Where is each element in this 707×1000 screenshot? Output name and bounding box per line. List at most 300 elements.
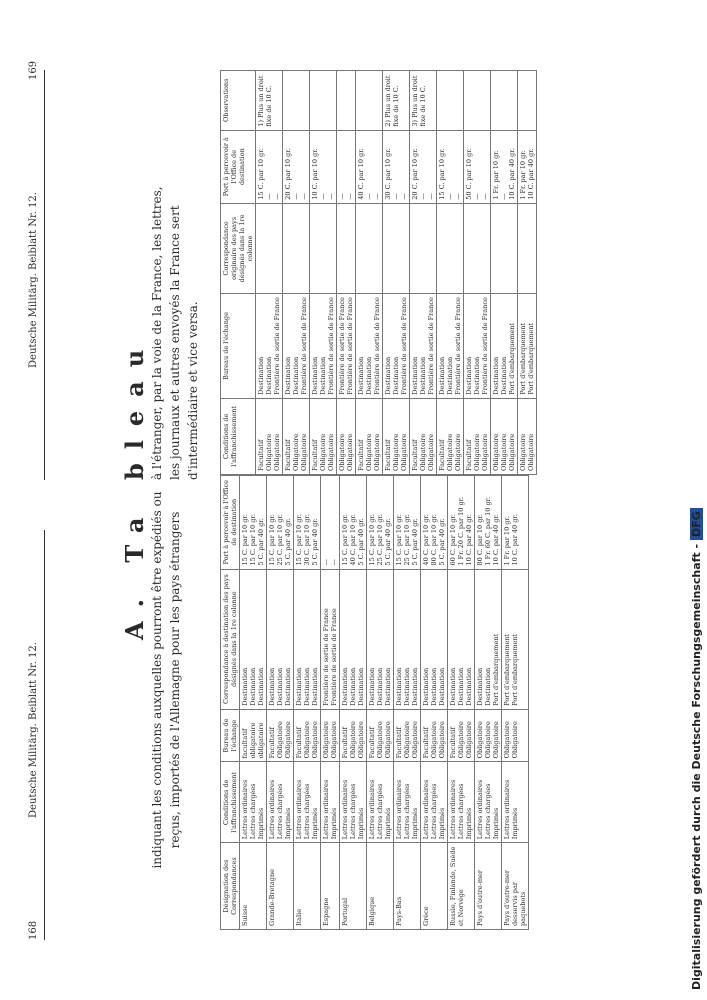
running-head-right: Deutsche Militärg. Beiblatt Nr. 12. — [28, 192, 39, 368]
condition-cell-line: Obligatoire — [400, 433, 408, 471]
port-cell-line: 25 C. par 10 gr. — [403, 514, 411, 566]
bureau-cell-line: Destination — [395, 667, 403, 706]
port-cell-line: 40 C. par 10 gr. — [357, 148, 365, 200]
item-cell — [294, 762, 321, 843]
port-cell-line: 40 C. par 10 gr. — [349, 514, 357, 566]
observation-cell: 1) Plus un droit fixe de 10 C. — [256, 71, 283, 131]
bureau-cell-line: Destination — [284, 356, 292, 395]
condition-cell — [464, 398, 491, 474]
column-header: Désignation des Correspondances — [221, 843, 240, 930]
country-cell: Espagne — [321, 843, 340, 930]
item-cell-line: Lettres chargées — [484, 783, 492, 840]
bureau-cell — [421, 569, 448, 709]
port-cell-line: 25 C. par 10 gr. — [376, 514, 384, 566]
condition-cell — [256, 398, 283, 474]
port-cell-line: 1 Fr. par 10 gr. — [503, 516, 511, 566]
port-cell-line: — — [346, 193, 354, 200]
bureau-cell-line: Port d'embarquement — [511, 633, 519, 706]
condition-cell-line: Obligatoire — [319, 433, 327, 471]
blank-cell — [310, 203, 337, 293]
condition-cell-line: Facultatif — [395, 726, 403, 759]
port-cell-line: — — [373, 193, 381, 200]
table-row — [240, 476, 267, 930]
condition-cell-line: Obligatoire — [519, 433, 527, 471]
credit-text: Digitalisierung gefördert durch die Deutsche Forschungsgemeinschaft - — [690, 543, 703, 990]
condition-cell — [267, 709, 294, 762]
country-cell: Suisse — [240, 843, 267, 930]
bureau-cell-line: Destination — [284, 667, 292, 706]
condition-cell-line: Facultatif — [295, 726, 303, 759]
bureau-cell-line: Destination — [500, 356, 508, 395]
item-cell — [421, 762, 448, 843]
bureau-cell-line: Destination — [449, 667, 457, 706]
bureau-cell — [321, 569, 340, 709]
condition-cell-line: Obligatoire — [403, 721, 411, 759]
port-cell-line: 10 C. par 40 gr. — [465, 514, 473, 566]
bureau-cell — [518, 294, 537, 399]
port-cell-line: 5 C. par 40 gr. — [384, 518, 392, 566]
condition-cell-line: Facultatif — [257, 439, 265, 471]
condition-cell-line: Obligatoire — [508, 433, 516, 471]
condition-cell-line: Obligatoire — [311, 721, 319, 759]
port-cell-line: — — [338, 193, 346, 200]
item-cell — [240, 762, 267, 843]
port-cell — [394, 476, 421, 570]
condition-cell — [340, 709, 367, 762]
item-cell-line: Lettres ordinaires — [322, 779, 330, 840]
condition-cell-line: Facultatif — [341, 726, 349, 759]
port-cell-line: — — [292, 193, 300, 200]
bureau-cell-line: Destination — [241, 667, 249, 706]
condition-cell-line: Obligatoire — [373, 433, 381, 471]
condition-cell-line: Obligatoire — [273, 433, 281, 471]
port-cell-line: 25 C. par 10 gr. — [276, 514, 284, 566]
item-cell — [321, 762, 340, 843]
bureau-cell-line: Destination — [438, 667, 446, 706]
table-row — [410, 71, 437, 475]
port-cell — [356, 130, 383, 203]
item-cell-line: Lettres chargées — [349, 783, 357, 840]
condition-cell-line: Facultatif — [268, 726, 276, 759]
item-cell-line: Lettres chargées — [403, 783, 411, 840]
port-cell-line: — — [322, 559, 330, 566]
bureau-cell — [448, 569, 475, 709]
bureau-cell-line: Frontière de sortie de France — [273, 297, 281, 395]
column-header: Observations — [221, 71, 256, 131]
country-cell: Russie, Finlande, Suède et Norvège — [448, 843, 475, 930]
column-header: Conditions de l'affranchissement — [221, 398, 256, 474]
table-row — [256, 71, 283, 475]
condition-cell — [437, 398, 464, 474]
item-cell-line: Lettres chargées — [303, 783, 311, 840]
bureau-cell-line: Destination — [319, 356, 327, 395]
observation-cell — [437, 71, 464, 131]
bureau-cell-line: Destination — [419, 356, 427, 395]
port-cell-line: — — [392, 193, 400, 200]
condition-cell-line: Obligatoire — [454, 433, 462, 471]
bureau-cell — [475, 569, 502, 709]
column-header: Conditions de l'affranchissement — [221, 762, 240, 843]
condition-cell — [367, 709, 394, 762]
condition-cell-line: obligatoire — [249, 722, 257, 759]
condition-cell — [448, 709, 475, 762]
item-cell-line: Imprimés — [411, 807, 419, 840]
condition-cell-line: Obligatoire — [322, 721, 330, 759]
table-left — [220, 475, 529, 930]
column-header: Correspondance originaire des pays désignés dans la 1re colonne — [221, 203, 256, 293]
condition-cell-line: obligatoire — [257, 722, 265, 759]
port-cell-line: 10 C. par 40 gr. — [492, 514, 500, 566]
bureau-cell-line: Frontière de sortie de France — [427, 297, 435, 395]
port-cell-line: 1 Fr. par 10 gr. — [519, 150, 527, 200]
condition-cell-line: Obligatoire — [384, 721, 392, 759]
condition-cell-line: Obligatoire — [473, 433, 481, 471]
item-cell-line: Lettres ordinaires — [422, 779, 430, 840]
header-rule-right — [44, 70, 45, 480]
condition-cell-line: Facultatif — [284, 439, 292, 471]
condition-cell-line: Facultatif — [357, 439, 365, 471]
item-cell-line: Lettres ordinaires — [368, 779, 376, 840]
observation-cell — [491, 71, 518, 131]
blank-cell — [491, 203, 518, 293]
port-cell-line: 15 C. par 10 gr. — [438, 148, 446, 200]
observation-cell — [283, 71, 310, 131]
bureau-cell-line: Destination — [392, 356, 400, 395]
bureau-cell-line: Destination — [292, 356, 300, 395]
bureau-cell-line: Port d'embarquement — [519, 322, 527, 395]
item-cell-line: Lettres chargées — [249, 783, 257, 840]
condition-cell — [337, 398, 356, 474]
observation-cell — [356, 71, 383, 131]
blank-cell — [383, 203, 410, 293]
port-cell-line: 1 Fr. par 10 gr. — [492, 150, 500, 200]
bureau-cell-line: Destination — [341, 667, 349, 706]
table-row — [437, 71, 464, 475]
title-right: bleau — [120, 335, 149, 480]
condition-cell-line: Obligatoire — [457, 721, 465, 759]
country-cell: Pays d'outre-mer desservis par paquebots — [502, 843, 529, 930]
port-cell-line: — — [473, 193, 481, 200]
title-left: A. Ta — [120, 503, 149, 640]
bureau-cell — [502, 569, 529, 709]
table-row — [310, 71, 337, 475]
port-cell — [383, 130, 410, 203]
observation-cell — [464, 71, 491, 131]
bureau-cell-line: Destination — [457, 667, 465, 706]
port-cell-line: 15 C. par 10 gr. — [368, 514, 376, 566]
dfg-logo: DFG — [690, 508, 703, 540]
condition-cell — [518, 398, 537, 474]
port-cell-line: 5 C. par 40 gr. — [311, 518, 319, 566]
column-header: Bureau de l'échange — [221, 709, 240, 762]
port-cell-line: 80 C. par 10 gr. — [430, 514, 438, 566]
condition-cell-line: Obligatoire — [465, 721, 473, 759]
condition-cell-line: Obligatoire — [427, 433, 435, 471]
condition-cell-line: Obligatoire — [365, 433, 373, 471]
condition-cell — [394, 709, 421, 762]
port-cell-line: — — [327, 193, 335, 200]
condition-cell — [310, 398, 337, 474]
table-row — [367, 476, 394, 930]
condition-cell-line: Obligatoire — [500, 433, 508, 471]
port-cell — [437, 130, 464, 203]
bureau-cell — [410, 294, 437, 399]
bureau-cell-line: Port d'embarquement — [503, 633, 511, 706]
bureau-cell — [294, 569, 321, 709]
item-cell-line: Imprimés — [330, 807, 338, 840]
condition-cell-line: Facultatif — [465, 439, 473, 471]
bureau-cell-line: Destination — [376, 667, 384, 706]
bureau-cell-line: Destination — [368, 667, 376, 706]
bureau-cell-line: Destination — [492, 356, 500, 395]
port-cell — [518, 130, 537, 203]
port-cell-line: 10 C. par 40 gr. — [508, 148, 516, 200]
blank-cell — [356, 203, 383, 293]
bureau-cell — [356, 294, 383, 399]
bureau-cell — [283, 294, 310, 399]
item-cell-line: Lettres chargées — [276, 783, 284, 840]
port-cell-line: — — [400, 193, 408, 200]
bureau-cell-line: Destination — [384, 356, 392, 395]
table-row — [518, 71, 537, 475]
port-cell-line: 5 C. par 40 gr. — [357, 518, 365, 566]
port-cell-line: 15 C. par 10 gr. — [249, 514, 257, 566]
condition-cell — [410, 398, 437, 474]
table-row — [464, 71, 491, 475]
item-cell-line: Lettres ordinaires — [476, 779, 484, 840]
port-cell-line: 15 C. par 10 gr. — [395, 514, 403, 566]
table-row — [491, 71, 518, 475]
item-cell-line: Lettres chargées — [430, 783, 438, 840]
country-cell: Italie — [294, 843, 321, 930]
item-cell-line: Lettres chargées — [376, 783, 384, 840]
port-cell-line: 1 Fr. 20 C. par 10 gr. — [457, 496, 465, 566]
port-cell-line: 5 C. par 40 gr. — [438, 518, 446, 566]
condition-cell-line: Obligatoire — [346, 433, 354, 471]
port-cell — [464, 130, 491, 203]
port-cell-line: 10 C. par 40 gr. — [527, 148, 535, 200]
port-cell — [502, 476, 529, 570]
port-cell-line: 15 C. par 10 gr. — [257, 148, 265, 200]
condition-cell-line: Obligatoire — [492, 433, 500, 471]
bureau-cell-line: Destination — [357, 356, 365, 395]
condition-cell — [502, 709, 529, 762]
port-cell — [256, 130, 283, 203]
bureau-cell-line: Destination — [430, 667, 438, 706]
item-cell-line: Lettres ordinaires — [241, 779, 249, 840]
port-cell-line: 20 C. par 10 gr. — [411, 148, 419, 200]
port-cell-line: — — [300, 193, 308, 200]
country-cell: Belgique — [367, 843, 394, 930]
condition-cell — [491, 398, 518, 474]
condition-cell-line: Obligatoire — [265, 433, 273, 471]
bureau-cell-line: Destination — [268, 667, 276, 706]
page-number-left: 168 — [28, 920, 39, 940]
port-cell — [475, 476, 502, 570]
item-cell-line: Imprimés — [465, 807, 473, 840]
condition-cell-line: Obligatoire — [327, 433, 335, 471]
subtitle-right: à l'étranger, par la voie de la France, les lettres, les journaux et autres envoyés la France sert d'intermédiaire et vice versa. — [150, 186, 200, 480]
condition-cell — [283, 398, 310, 474]
blank-cell — [410, 203, 437, 293]
table-right — [220, 70, 537, 475]
table-row — [267, 476, 294, 930]
item-cell — [448, 762, 475, 843]
item-cell-line: Lettres ordinaires — [395, 779, 403, 840]
bureau-cell-line: Destination — [411, 667, 419, 706]
bureau-cell-line: Frontière de sortie de France — [373, 297, 381, 395]
condition-cell-line: Obligatoire — [481, 433, 489, 471]
subtitle-left: indiquant les conditions auxquelles pourront être expédiés ou reçus, importés de l'Allemagne pour les pays étrangers — [150, 491, 182, 869]
bureau-cell — [437, 294, 464, 399]
bureau-cell — [383, 294, 410, 399]
blank-cell — [518, 203, 537, 293]
condition-cell-line: Obligatoire — [411, 721, 419, 759]
item-cell-line: Lettres ordinaires — [268, 779, 276, 840]
bureau-cell-line: Destination — [311, 356, 319, 395]
bureau-cell-line: Destination — [484, 667, 492, 706]
country-cell: Pays-Bas — [394, 843, 421, 930]
blank-cell — [464, 203, 491, 293]
port-cell — [337, 130, 356, 203]
bureau-cell-line: Destination — [411, 356, 419, 395]
table-row — [383, 71, 410, 475]
port-cell-line: — — [446, 193, 454, 200]
condition-cell-line: Obligatoire — [276, 721, 284, 759]
bureau-cell-line: Destination — [311, 667, 319, 706]
port-cell-line: — — [419, 193, 427, 200]
blank-cell — [337, 203, 356, 293]
item-cell — [340, 762, 367, 843]
bureau-cell-line: Destination — [465, 356, 473, 395]
item-cell-line: Imprimés — [257, 807, 265, 840]
column-header: Port à percevoir à l'Office de destination — [221, 476, 240, 570]
item-cell — [394, 762, 421, 843]
condition-cell-line: Obligatoire — [284, 721, 292, 759]
bureau-cell-line: Frontière de sortie de France — [400, 297, 408, 395]
item-cell-line: Lettres chargées — [457, 783, 465, 840]
condition-cell — [240, 709, 267, 762]
condition-cell-line: Obligatoire — [300, 433, 308, 471]
port-cell — [240, 476, 267, 570]
bureau-cell-line: Destination — [276, 667, 284, 706]
bureau-cell-line: Frontière de sortie de France — [454, 297, 462, 395]
bureau-cell — [394, 569, 421, 709]
item-cell-line: Imprimés — [492, 807, 500, 840]
condition-cell-line: Obligatoire — [511, 721, 519, 759]
table-row — [294, 476, 321, 930]
bureau-cell-line: Destination — [257, 356, 265, 395]
condition-cell-line: Obligatoire — [430, 721, 438, 759]
table-row — [356, 71, 383, 475]
port-cell-line: — — [500, 193, 508, 200]
bureau-cell-line: Port d'embarquement — [508, 322, 516, 395]
table-row — [337, 71, 356, 475]
condition-cell — [475, 709, 502, 762]
country-cell: Grèce — [421, 843, 448, 930]
observation-cell: 2) Plus un droit fixe de 10 C. — [383, 71, 410, 131]
bureau-cell — [464, 294, 491, 399]
table-row — [340, 476, 367, 930]
port-cell — [421, 476, 448, 570]
bureau-cell — [337, 294, 356, 399]
bureau-cell — [367, 569, 394, 709]
column-header: Correspondance à destination des pays désignés dans la 1re colonne — [221, 569, 240, 709]
port-cell — [367, 476, 394, 570]
digitization-credit — [690, 10, 706, 990]
bureau-cell-line: Destination — [265, 356, 273, 395]
blank-cell — [437, 203, 464, 293]
port-cell — [310, 130, 337, 203]
bureau-cell-line: Frontière de sortie de France — [481, 297, 489, 395]
column-header: Port à percevoir à l'Office de destination — [221, 130, 256, 203]
condition-cell-line: Obligatoire — [392, 433, 400, 471]
item-cell-line: Lettres ordinaires — [295, 779, 303, 840]
condition-cell — [383, 398, 410, 474]
item-cell-line: Imprimés — [311, 807, 319, 840]
condition-cell-line: Facultatif — [311, 439, 319, 471]
bureau-cell-line: Destination — [249, 667, 257, 706]
bureau-cell-line: Destination — [257, 667, 265, 706]
port-cell-line: — — [330, 559, 338, 566]
port-cell-line: — — [427, 193, 435, 200]
bureau-cell-line: Destination — [465, 667, 473, 706]
observation-cell — [337, 71, 356, 131]
condition-cell-line: Obligatoire — [292, 433, 300, 471]
condition-cell — [321, 709, 340, 762]
table-row — [421, 476, 448, 930]
bureau-cell-line: Port d'embarquement — [492, 633, 500, 706]
condition-cell-line: Obligatoire — [303, 721, 311, 759]
item-cell-line: Imprimés — [511, 807, 519, 840]
condition-cell-line: Obligatoire — [438, 721, 446, 759]
running-head-left: Deutsche Militärg. Beiblatt Nr. 12. — [28, 642, 39, 818]
column-header: Bureau de l'échange — [221, 294, 256, 399]
bureau-cell-line: Frontière de sortie de France — [338, 297, 346, 395]
condition-cell-line: Facultatif — [384, 439, 392, 471]
port-cell-line: — — [273, 193, 281, 200]
item-cell — [267, 762, 294, 843]
condition-cell-line: Facultatif — [368, 726, 376, 759]
condition-cell — [421, 709, 448, 762]
table-row — [448, 476, 475, 930]
condition-cell-line: Obligatoire — [446, 433, 454, 471]
condition-cell — [294, 709, 321, 762]
bureau-cell-line: Port d'embarquement — [527, 322, 535, 395]
port-cell-line: — — [319, 193, 327, 200]
condition-cell-line: Obligatoire — [330, 721, 338, 759]
port-cell — [340, 476, 367, 570]
port-cell-line: 5 C. par 40 gr. — [411, 518, 419, 566]
rotated-spread — [0, 20, 650, 1000]
port-cell-line: 15 C. par 10 gr. — [268, 514, 276, 566]
item-cell-line: Imprimés — [357, 807, 365, 840]
condition-cell-line: Obligatoire — [419, 433, 427, 471]
bureau-cell-line: Frontière de sortie de France — [330, 608, 338, 706]
table-row — [283, 71, 310, 475]
condition-cell-line: Obligatoire — [338, 433, 346, 471]
table-row — [475, 476, 502, 930]
country-cell: Portugal — [340, 843, 367, 930]
condition-cell-line: facultatif — [241, 728, 249, 759]
bureau-cell-line: Frontière de sortie de France — [327, 297, 335, 395]
bureau-cell-line: Destination — [303, 667, 311, 706]
port-cell-line: 80 C. par 10 gr. — [476, 514, 484, 566]
bureau-cell-line: Destination — [446, 356, 454, 395]
port-cell-line: 30 C. par 10 gr. — [303, 514, 311, 566]
bureau-cell-line: Frontière de sortie de France — [322, 608, 330, 706]
condition-cell — [356, 398, 383, 474]
